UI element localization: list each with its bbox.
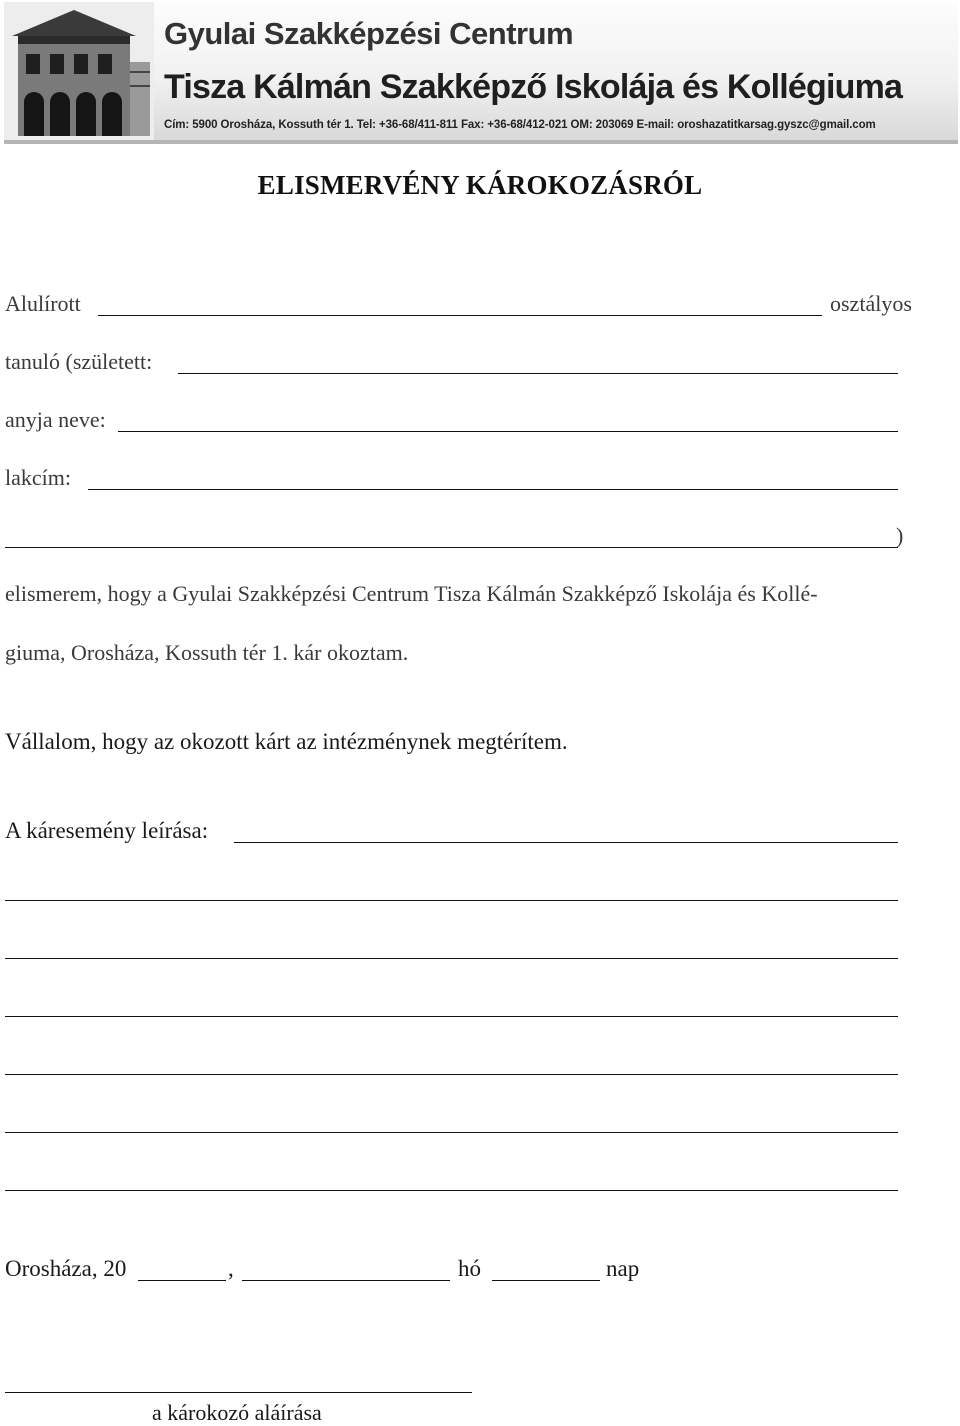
birth-field-line[interactable] bbox=[178, 373, 898, 374]
header-contact-info: Cím: 5900 Orosháza, Kossuth tér 1. Tel: +36-68/411-811 Fax: +36-68/412-021 OM: 203069 E-mail: oroshazatitkarsag.gyszc@gmail.com bbox=[164, 119, 876, 131]
osztalyos-label: osztályos bbox=[830, 291, 912, 316]
commitment-text: Vállalom, hogy az okozott kárt az intézménynek megtérítem. bbox=[5, 729, 568, 754]
birth-label: tanuló (született: bbox=[5, 349, 153, 374]
school-building-image bbox=[4, 2, 154, 142]
date-prefix: Orosháza, 20 bbox=[5, 1256, 127, 1281]
name-field-line[interactable] bbox=[98, 315, 822, 316]
statement-line-1: elismerem, hogy a Gyulai Szakképzési Centrum Tisza Kálmán Szakképző Iskolája és Kollé- bbox=[5, 581, 818, 606]
day-label: nap bbox=[606, 1256, 640, 1281]
description-line[interactable] bbox=[5, 958, 898, 959]
alulirott-label: Alulírott bbox=[5, 291, 81, 316]
month-label: hó bbox=[458, 1256, 481, 1281]
year-field-line[interactable] bbox=[138, 1280, 226, 1281]
description-line[interactable] bbox=[5, 1016, 898, 1017]
address-field-line-2[interactable] bbox=[5, 547, 898, 548]
signature-line[interactable] bbox=[5, 1392, 472, 1393]
signature-label: a károkozó aláírása bbox=[152, 1400, 322, 1425]
mother-name-field-line[interactable] bbox=[118, 431, 898, 432]
header-banner bbox=[4, 2, 958, 144]
header-school-name: Tisza Kálmán Szakképző Iskolája és Kollégiuma bbox=[164, 68, 903, 106]
close-paren: ) bbox=[896, 523, 904, 548]
address-field-line[interactable] bbox=[88, 489, 898, 490]
description-line[interactable] bbox=[234, 842, 898, 843]
day-field-line[interactable] bbox=[492, 1280, 600, 1281]
statement-line-2: giuma, Orosháza, Kossuth tér 1. kár okoztam. bbox=[5, 640, 409, 665]
description-line[interactable] bbox=[5, 1190, 898, 1191]
document-title: ELISMERVÉNY KÁROKOZÁSRÓL bbox=[257, 170, 703, 200]
header-org-name: Gyulai Szakképzési Centrum bbox=[164, 16, 574, 51]
description-line[interactable] bbox=[5, 1074, 898, 1075]
description-line[interactable] bbox=[5, 900, 898, 901]
month-field-line[interactable] bbox=[242, 1280, 450, 1281]
mother-name-label: anyja neve: bbox=[5, 407, 106, 432]
address-label: lakcím: bbox=[5, 465, 71, 490]
date-comma: , bbox=[228, 1256, 234, 1281]
description-line[interactable] bbox=[5, 1132, 898, 1133]
description-label: A káresemény leírása: bbox=[5, 818, 209, 843]
